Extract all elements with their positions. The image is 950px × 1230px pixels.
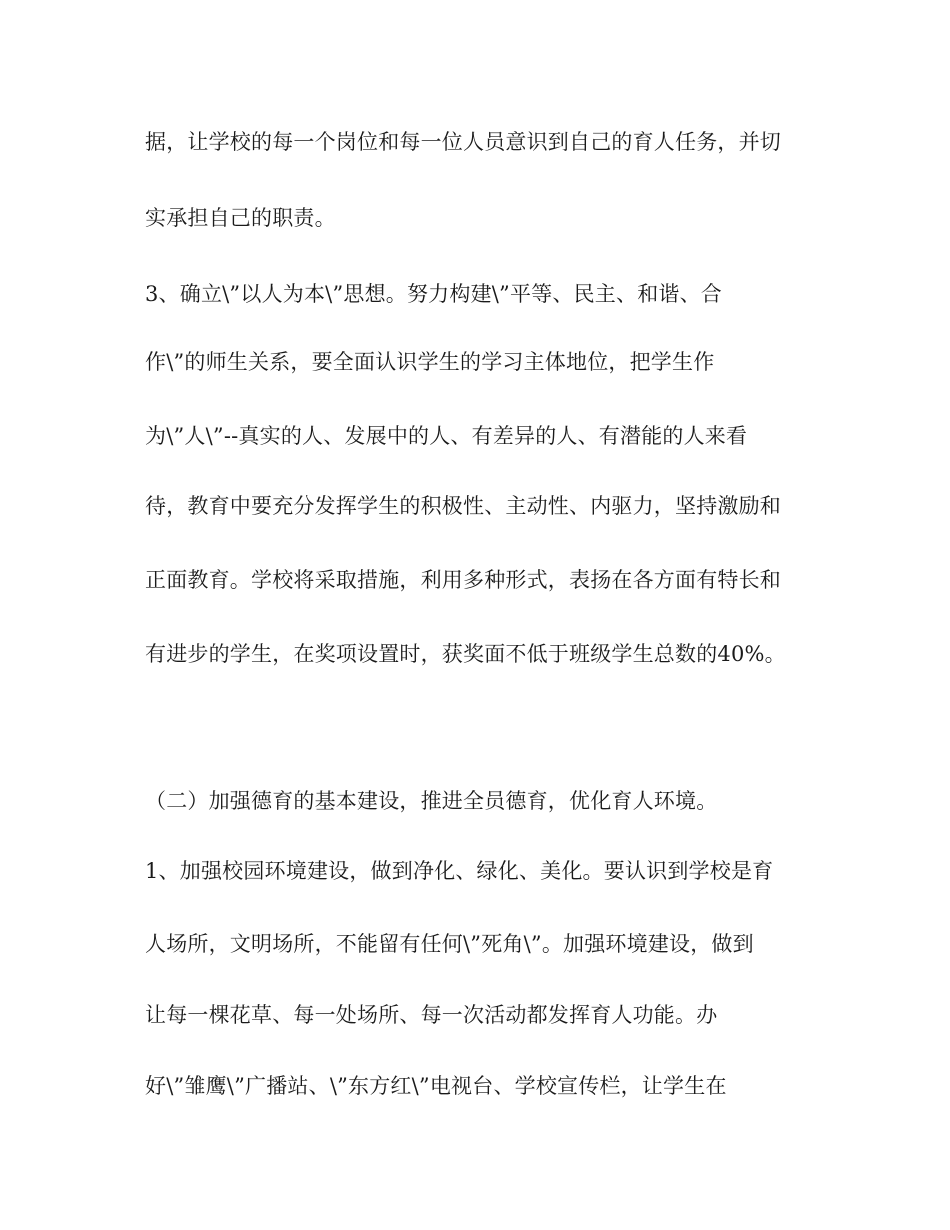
paragraph-line: 有进步的学生，在奖项设置时，获奖面不低于班级学生总数的40%。 xyxy=(145,642,786,666)
paragraph-line: 正面教育。学校将采取措施，利用多种形式，表扬在各方面有特长和 xyxy=(145,568,781,592)
paragraph-line: 人场所，文明场所，不能留有任何\”死角\”。加强环境建设，做到 xyxy=(145,932,754,956)
paragraph-line: 为\”人\”--真实的人、发展中的人、有差异的人、有潜能的人来看 xyxy=(145,424,748,448)
paragraph-line: 待，教育中要充分发挥学生的积极性、主动性、内驱力，坚持激励和 xyxy=(145,494,781,518)
paragraph-line: 让每一棵花草、每一处场所、每一次活动都发挥育人功能。办 xyxy=(145,1003,718,1027)
paragraph-line: 好\”雏鹰\”广播站、\”东方红\”电视台、学校宣传栏，让学生在 xyxy=(145,1074,727,1098)
section-heading: （二）加强德育的基本建设，推进全员德育，优化育人环境。 xyxy=(145,789,718,813)
paragraph-line: 实承担自己的职责。 xyxy=(145,206,336,230)
paragraph-line: 作\”的师生关系，要全面认识学生的学习主体地位，把学生作 xyxy=(145,350,715,374)
paragraph-line: 1、加强校园环境建设，做到净化、绿化、美化。要认识到学校是育 xyxy=(145,859,774,883)
paragraph-line: 据，让学校的每一个岗位和每一位人员意识到自己的育人任务，并切 xyxy=(145,130,781,154)
paragraph-line: 3、确立\”以人为本\”思想。努力构建\”平等、民主、和谐、合 xyxy=(145,282,722,306)
